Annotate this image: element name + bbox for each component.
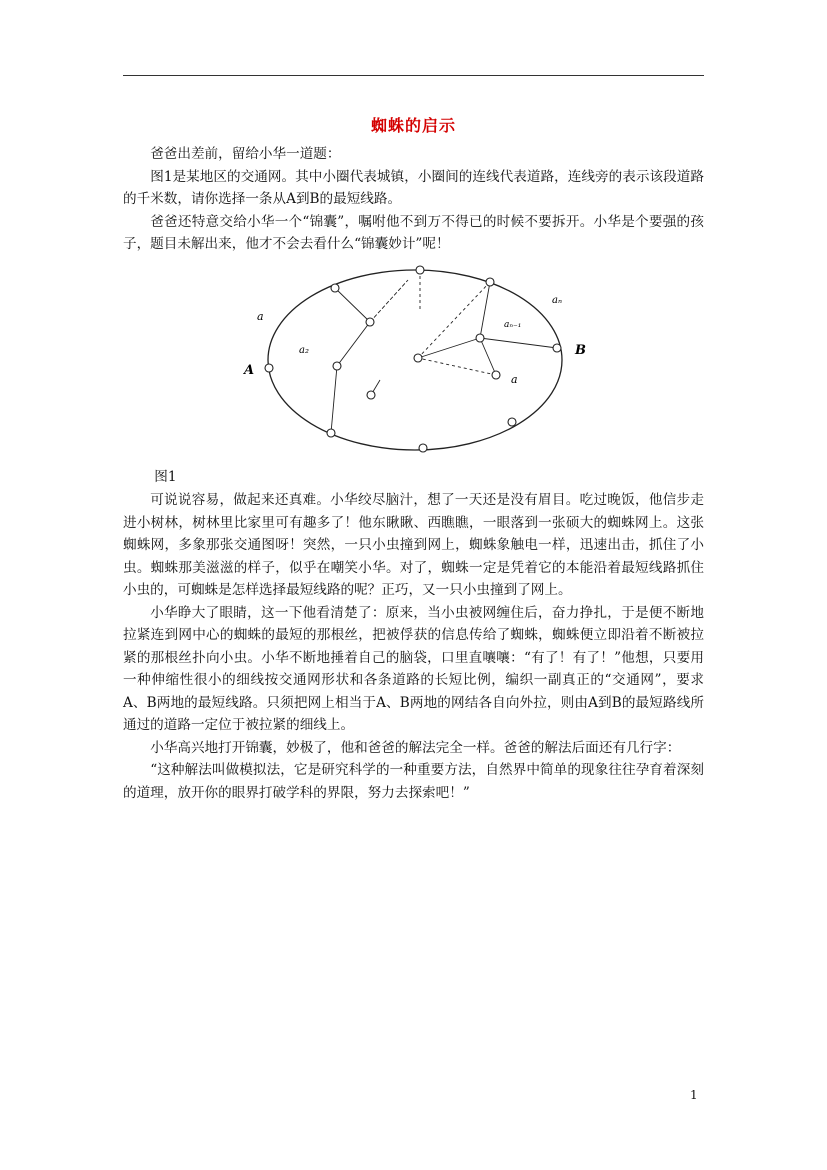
paragraph: “这种解法叫做模拟法，它是研究科学的一种重要方法，自然界中简单的现象往往孕育着深刻的道理，放开你的眼界打破学科的界限，努力去探索吧！” xyxy=(123,762,704,801)
page-number: 1 xyxy=(690,1088,698,1102)
paragraph: 爸爸还特意交给小华一个“锦囊”，嘱咐他不到万不得已的时候不要拆开。小华是个要强的孩子，题目未解出来，他才不会去看什么“锦囊妙计”呢！ xyxy=(123,213,704,252)
paragraph: 小华高兴地打开锦囊，妙极了，他和爸爸的解法完全一样。爸爸的解法后面还有几行字： xyxy=(150,739,681,756)
figure-caption-wrap xyxy=(123,466,704,489)
traffic-network-figure xyxy=(240,260,590,460)
story-text xyxy=(123,489,704,804)
label-a2: a₂ xyxy=(299,345,309,356)
paragraph: 小华睁大了眼睛，这一下他看清楚了：原来，当小虫被网缠住后，奋力挣扎，于是便不断地拉紧连到网中心的蜘蛛的最短的那根丝，把被俘获的信息传给了蜘蛛，蜘蛛便立即沿着不断被拉紧的那根丝扑向小虫。小华不断地捶着自己的脑袋，口里直嚷嚷：“有了！有了！”他想，只要用一种伸缩性很小的细线按交通网形状和各条道路的长短比例，编织一副真正的“交通网”，要求A、B两地的最短线路。只须把网上相当于A、B两地的网结各自向外拉，则由A到B的最短路线所通过的道路一定位于被拉紧的细线上。 xyxy=(123,604,704,733)
label-an: aₙ xyxy=(552,295,563,306)
figure-caption: 图1 xyxy=(154,469,177,485)
paragraph: 可说说容易，做起来还真难。小华绞尽脑汁，想了一天还是没有眉目。吃过晚饭，他信步走进小树林，树林里比家里可有趣多了！他东瞅瞅、西瞧瞧，一眼落到一张硕大的蜘蛛网上。这张蜘蛛网，多象那张交通图呀！突然，一只小虫撞到网上，蜘蛛象触电一样，迅速出击，抓住了小虫。蜘蛛那美滋滋的样子，似乎在嘲笑小华。对了，蜘蛛一定是凭着它的本能沿着最短线路抓住小虫的，可蜘蛛是怎样选择最短线路的呢？正巧，又一只小虫撞到了网上。 xyxy=(123,492,704,598)
header-rule xyxy=(123,75,704,76)
paragraph: 爸爸出差前，留给小华一道题： xyxy=(150,146,341,162)
label-an-1: aₙ₋₁ xyxy=(504,320,522,330)
label-point-b: B xyxy=(575,343,586,358)
label-a-2: a xyxy=(511,373,518,386)
paragraph: 图1是某地区的交通网。其中小圈代表城镇，小圈间的连线代表道路，连线旁的表示该段道路的千米数，请你选择一条从A到B的最短线路。 xyxy=(123,168,704,207)
page-title: 蜘蛛的启示 xyxy=(370,116,456,135)
intro-text xyxy=(123,143,704,256)
label-point-a: A xyxy=(244,363,255,378)
label-a-1: a xyxy=(257,310,264,323)
